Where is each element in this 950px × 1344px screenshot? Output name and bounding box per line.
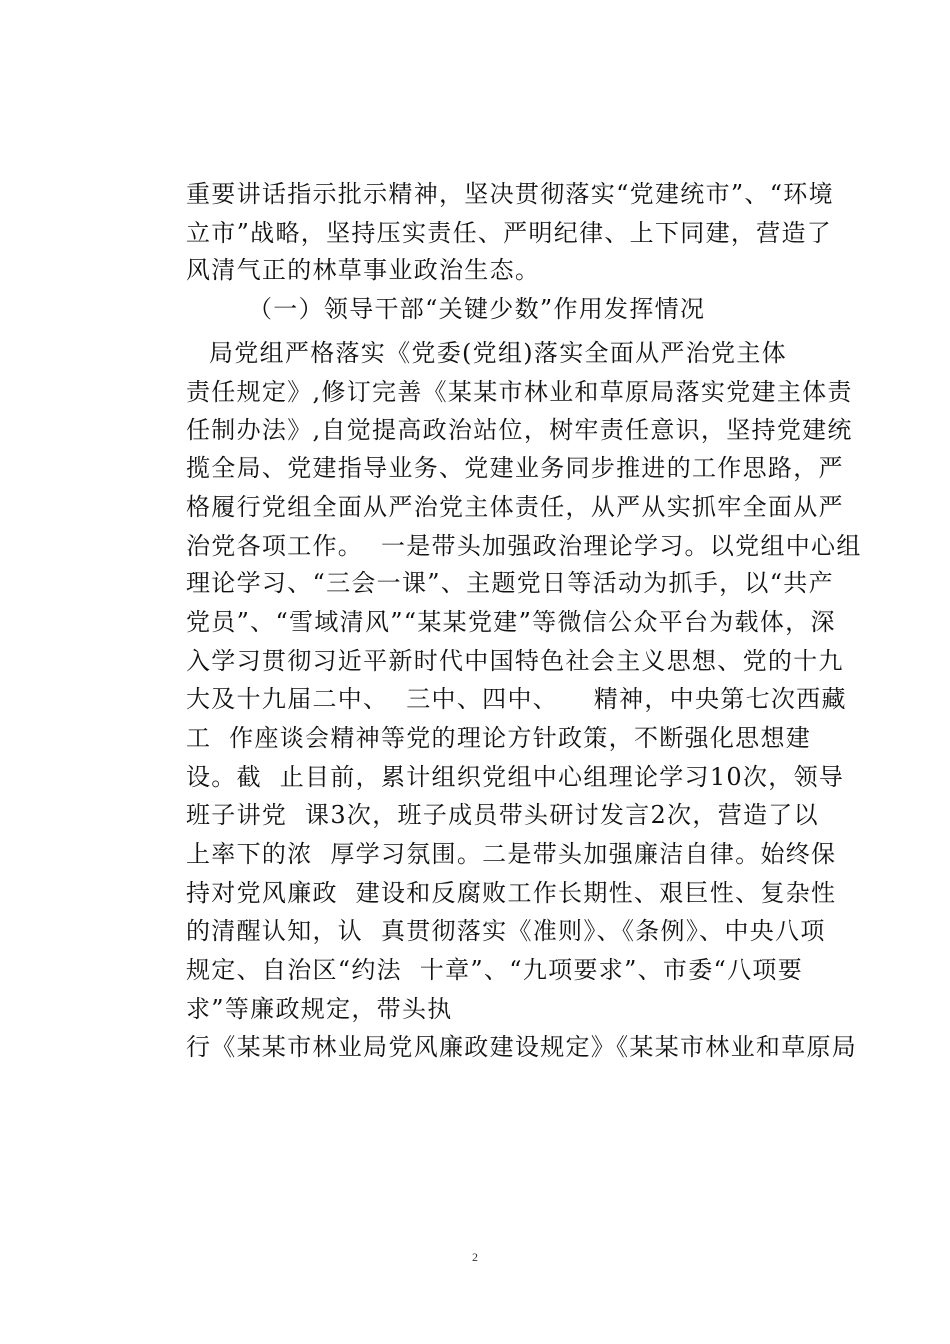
page-number: 2 [472, 1250, 478, 1264]
text-line: 大及十九届二中、 三中、四中、 精神，中央第七次西藏 [186, 685, 847, 713]
text-line: 立市”战略，坚持压实责任、严明纪律、上下同建，营造了 [186, 219, 833, 247]
text-line: 求”等廉政规定，带头执 [186, 995, 453, 1023]
text-line: 重要讲话指示批示精神，坚决贯彻落实“党建统市”、“环境 [186, 180, 834, 208]
text-line: 班子讲党 课3次，班子成员带头研讨发言2次，营造了以 [186, 801, 819, 829]
text-line: 行《某某市林业局党风廉政建设规定》《某某市林业和草原局 [186, 1033, 858, 1061]
text-line: 揽全局、党建指导业务、党建业务同步推进的工作思路，严 [186, 454, 844, 482]
text-line: 持对党风廉政 建设和反腐败工作长期性、艰巨性、复杂性 [186, 879, 837, 907]
text-line: 局党组严格落实《党委(党组)落实全面从严治党主体 [209, 339, 787, 367]
text-line: 格履行党组全面从严治党主体责任，从严从实抓牢全面从严 [186, 493, 844, 521]
text-line: 的清醒认知，认 真贯彻落实《准则》、《条例》、中央八项 [186, 917, 826, 945]
text-line: 规定、自治区“约法 十章”、“九项要求”、市委“八项要 [186, 956, 804, 984]
text-line: 风清气正的林草事业政治生态。 [186, 256, 541, 284]
text-line: 任制办法》,自觉提高政治站位，树牢责任意识，坚持党建统 [186, 416, 853, 444]
text-line: 设。截 止目前，累计组织党组中心组理论学习10次，领导 [186, 763, 845, 791]
text-line: 理论学习、“三会一课”、主题党日等活动为抓手，以“共产 [186, 569, 834, 597]
text-line: 上率下的浓 厚学习氛围。二是带头加强廉洁自律。始终保 [186, 840, 837, 868]
section-heading: （一）领导干部“关键少数”作用发挥情况 [248, 295, 706, 323]
text-line: 入学习贯彻习近平新时代中国特色社会主义思想、党的十九 [186, 647, 844, 675]
text-line: 责任规定》,修订完善《某某市林业和草原局落实党建主体责 [186, 378, 853, 406]
text-line: 党员”、“雪域清风”“某某党建”等微信公众平台为载体，深 [186, 608, 836, 636]
text-line: 工 作座谈会精神等党的理论方针政策，不断强化思想建 [186, 724, 812, 752]
text-line: 治党各项工作。 一是带头加强政治理论学习。以党组中心组 [186, 532, 862, 560]
